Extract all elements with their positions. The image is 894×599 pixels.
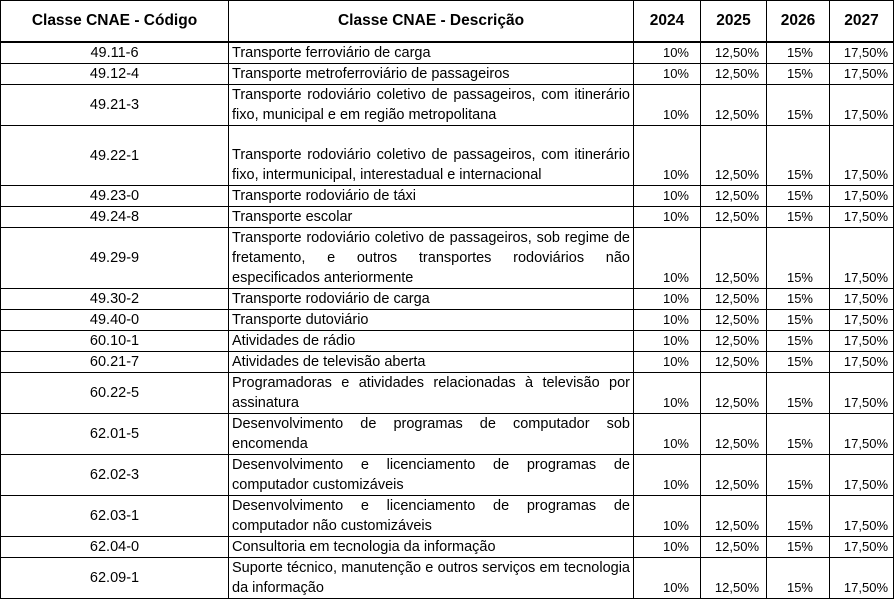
value-2027-cell: 17,50% [830,42,894,64]
value-2024-cell: 10% [634,207,701,228]
value-2025-cell: 12,50% [701,42,767,64]
code-cell: 49.24-8 [1,207,229,228]
description-cell: Suporte técnico, manutenção e outros serviços em tecnologia da informação [229,558,634,599]
value-2024-cell: 10% [634,331,701,352]
table-row [1,414,894,455]
description-cell: Transporte rodoviário coletivo de passageiros, com itinerário fixo, intermunicipal, interestadual e internacional [229,126,634,186]
value-2027-cell: 17,50% [830,558,894,599]
value-2027-cell: 17,50% [830,310,894,331]
code-cell: 49.21-3 [1,85,229,126]
code-cell: 60.22-5 [1,373,229,414]
value-2026-cell: 15% [767,537,830,558]
value-2025-cell: 12,50% [701,537,767,558]
table-row [1,537,894,558]
value-2026-cell: 15% [767,496,830,537]
description-cell: Atividades de rádio [229,331,634,352]
description-cell: Desenvolvimento e licenciamento de programas de computador customizáveis [229,455,634,496]
code-cell: 62.03-1 [1,496,229,537]
value-2024-cell: 10% [634,42,701,64]
code-cell: 49.22-1 [1,126,229,186]
value-2024-cell: 10% [634,126,701,186]
table-row [1,289,894,310]
value-2025-cell: 12,50% [701,289,767,310]
table-row [1,352,894,373]
description-cell: Transporte ferroviário de carga [229,42,634,64]
table-row [1,558,894,599]
header-row [1,1,894,43]
description-cell: Transporte rodoviário de carga [229,289,634,310]
value-2027-cell: 17,50% [830,85,894,126]
header-2025: 2025 [701,1,767,43]
value-2026-cell: 15% [767,228,830,289]
value-2026-cell: 15% [767,85,830,126]
value-2025-cell: 12,50% [701,455,767,496]
value-2024-cell: 10% [634,64,701,85]
value-2026-cell: 15% [767,186,830,207]
value-2026-cell: 15% [767,310,830,331]
value-2026-cell: 15% [767,331,830,352]
value-2025-cell: 12,50% [701,207,767,228]
value-2024-cell: 10% [634,85,701,126]
code-cell: 62.02-3 [1,455,229,496]
value-2025-cell: 12,50% [701,186,767,207]
value-2026-cell: 15% [767,373,830,414]
value-2027-cell: 17,50% [830,207,894,228]
value-2024-cell: 10% [634,414,701,455]
value-2026-cell: 15% [767,414,830,455]
value-2025-cell: 12,50% [701,310,767,331]
table-row [1,186,894,207]
value-2027-cell: 17,50% [830,64,894,85]
description-cell: Transporte rodoviário coletivo de passageiros, sob regime de fretamento, e outros transportes rodoviários não especificados anteriormente [229,228,634,289]
value-2026-cell: 15% [767,42,830,64]
value-2027-cell: 17,50% [830,126,894,186]
code-cell: 62.04-0 [1,537,229,558]
code-cell: 49.23-0 [1,186,229,207]
value-2025-cell: 12,50% [701,85,767,126]
value-2027-cell: 17,50% [830,455,894,496]
description-cell: Consultoria em tecnologia da informação [229,537,634,558]
code-cell: 49.12-4 [1,64,229,85]
value-2025-cell: 12,50% [701,496,767,537]
value-2024-cell: 10% [634,352,701,373]
table-row [1,331,894,352]
table-row [1,228,894,289]
value-2024-cell: 10% [634,310,701,331]
table-row [1,455,894,496]
table-row [1,310,894,331]
description-cell: Desenvolvimento e licenciamento de programas de computador não customizáveis [229,496,634,537]
value-2025-cell: 12,50% [701,228,767,289]
value-2025-cell: 12,50% [701,558,767,599]
description-cell: Atividades de televisão aberta [229,352,634,373]
value-2027-cell: 17,50% [830,373,894,414]
code-cell: 62.09-1 [1,558,229,599]
code-cell: 60.21-7 [1,352,229,373]
header-code: Classe CNAE - Código [1,1,229,43]
header-2024: 2024 [634,1,701,43]
value-2027-cell: 17,50% [830,496,894,537]
code-cell: 60.10-1 [1,331,229,352]
header-2027: 2027 [830,1,894,43]
description-cell: Transporte rodoviário de táxi [229,186,634,207]
value-2024-cell: 10% [634,228,701,289]
table-body [1,42,894,599]
value-2025-cell: 12,50% [701,352,767,373]
code-cell: 49.11-6 [1,42,229,64]
value-2026-cell: 15% [767,289,830,310]
value-2025-cell: 12,50% [701,373,767,414]
value-2027-cell: 17,50% [830,414,894,455]
table-row [1,42,894,64]
value-2026-cell: 15% [767,126,830,186]
table-row [1,373,894,414]
value-2027-cell: 17,50% [830,289,894,310]
value-2025-cell: 12,50% [701,414,767,455]
value-2024-cell: 10% [634,373,701,414]
header-description: Classe CNAE - Descrição [229,1,634,43]
table-row [1,207,894,228]
value-2024-cell: 10% [634,186,701,207]
table-row [1,85,894,126]
description-cell: Transporte escolar [229,207,634,228]
table-row [1,126,894,186]
value-2025-cell: 12,50% [701,331,767,352]
description-cell: Transporte dutoviário [229,310,634,331]
value-2026-cell: 15% [767,207,830,228]
value-2024-cell: 10% [634,558,701,599]
code-cell: 62.01-5 [1,414,229,455]
header-2026: 2026 [767,1,830,43]
value-2027-cell: 17,50% [830,186,894,207]
code-cell: 49.30-2 [1,289,229,310]
code-cell: 49.40-0 [1,310,229,331]
value-2024-cell: 10% [634,289,701,310]
value-2027-cell: 17,50% [830,331,894,352]
value-2024-cell: 10% [634,496,701,537]
value-2026-cell: 15% [767,64,830,85]
value-2025-cell: 12,50% [701,64,767,85]
description-cell: Transporte metroferroviário de passageiros [229,64,634,85]
code-cell: 49.29-9 [1,228,229,289]
description-cell: Programadoras e atividades relacionadas à televisão por assinatura [229,373,634,414]
value-2027-cell: 17,50% [830,537,894,558]
value-2027-cell: 17,50% [830,352,894,373]
value-2025-cell: 12,50% [701,126,767,186]
table-row [1,64,894,85]
description-cell: Desenvolvimento de programas de computador sob encomenda [229,414,634,455]
value-2026-cell: 15% [767,352,830,373]
value-2024-cell: 10% [634,455,701,496]
description-cell: Transporte rodoviário coletivo de passageiros, com itinerário fixo, municipal e em região metropolitana [229,85,634,126]
value-2027-cell: 17,50% [830,228,894,289]
value-2026-cell: 15% [767,455,830,496]
table-row [1,496,894,537]
value-2026-cell: 15% [767,558,830,599]
value-2024-cell: 10% [634,537,701,558]
